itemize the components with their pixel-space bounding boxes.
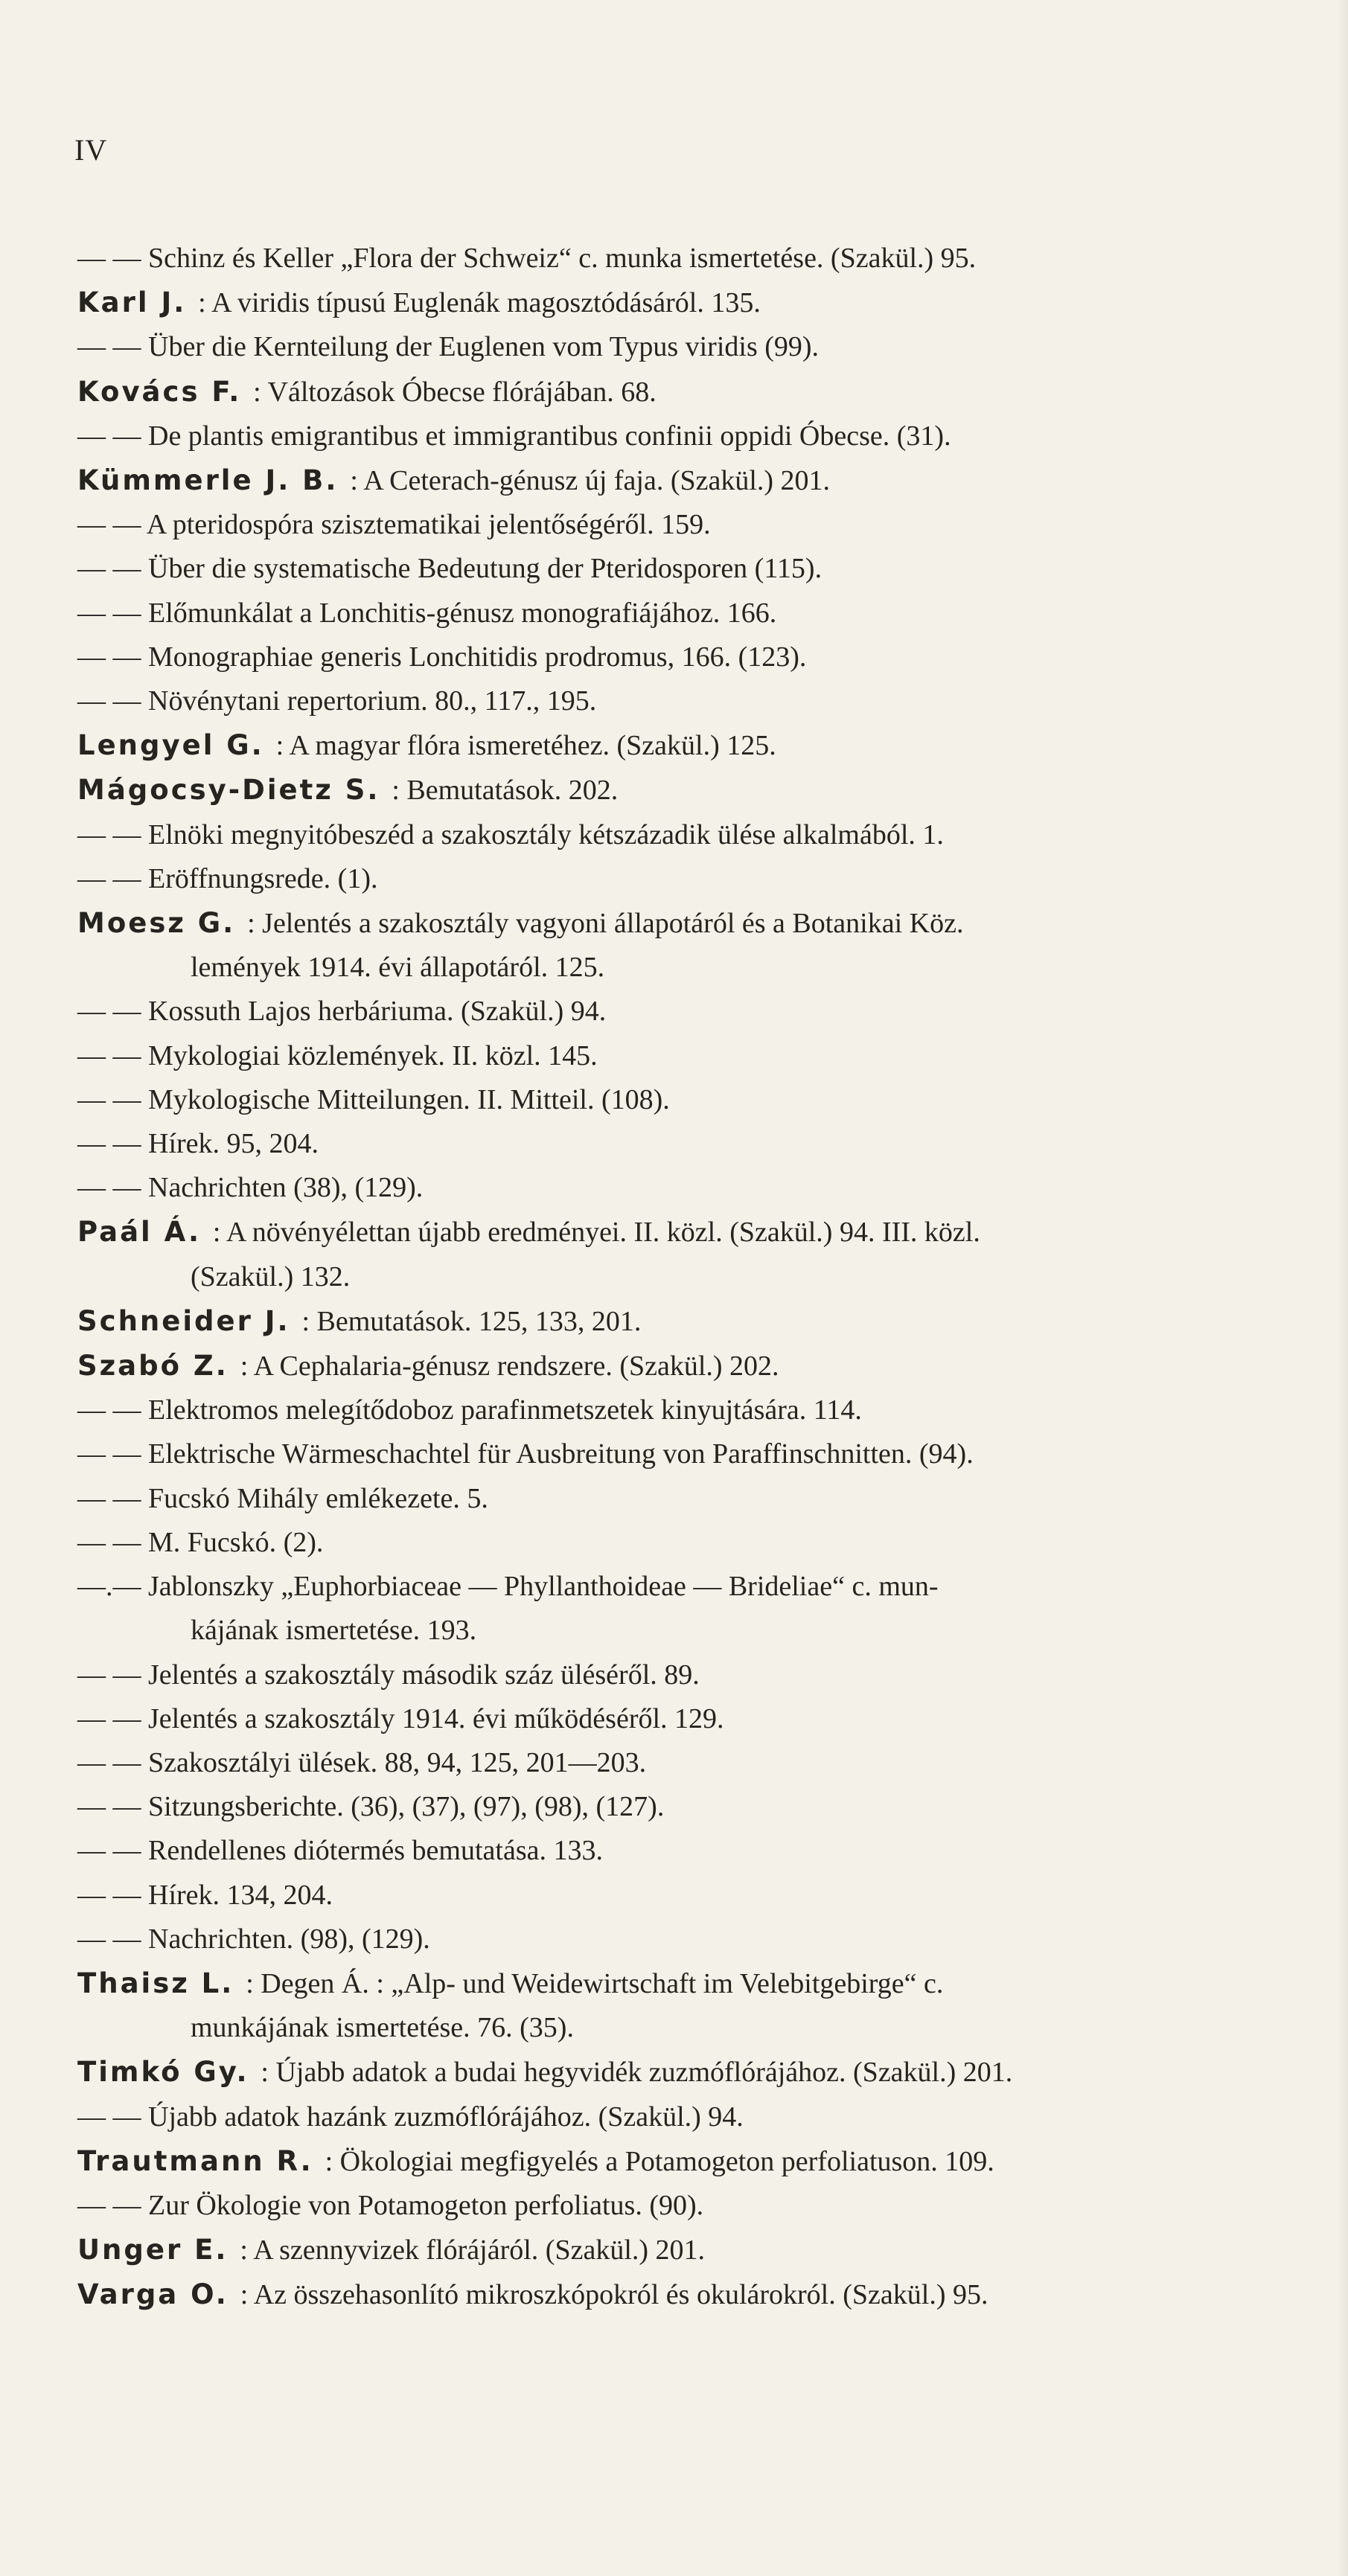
author-name: Lengyel G.: [77, 729, 276, 762]
entry-text: : A szennyvizek flórájáról. (Szakül.) 201.: [240, 2234, 706, 2266]
index-entry: [77, 2095, 1306, 2139]
entry-text: : Jelentés a szakosztály vagyoni állapotáról és a Botanikai Köz.: [247, 908, 964, 940]
author-name: Thaisz L.: [77, 1967, 246, 1999]
entry-text: — — M. Fucskó. (2).: [77, 1526, 324, 1558]
index-entry: [77, 1829, 1306, 1873]
entry-text: — — Nachrichten. (98), (129).: [77, 1923, 430, 1955]
entry-text: : Degen Á. : „Alp- und Weidewirtschaft im Velebitgebirge“ c.: [246, 1967, 944, 1999]
index-entry: [77, 1565, 1306, 1653]
entry-text: : Ökologiai megfigyelés a Potamogeton perfoliatuson. 109.: [325, 2145, 994, 2177]
index-entry: [77, 1653, 1306, 1697]
index-entry: [77, 1388, 1306, 1432]
index-entry: [77, 547, 1306, 591]
index-entry: [77, 813, 1306, 857]
entry-text: — — Újabb adatok hazánk zuzmóflórájához. (Szakül.) 94.: [77, 2101, 744, 2133]
index-entry: [77, 723, 1306, 768]
index-entry: [77, 2050, 1306, 2095]
entry-text: — — Schinz és Keller „Flora der Schweiz“ c. munka ismertetése. (Szakül.) 95.: [77, 243, 977, 274]
entry-text: — — Hírek. 95, 204.: [77, 1128, 319, 1160]
entry-text: — — Szakosztályi ülések. 88, 94, 125, 201—203.: [77, 1746, 647, 1778]
index-entry: [77, 679, 1306, 723]
index-entry: [77, 2184, 1306, 2228]
index-entry: [77, 2139, 1306, 2184]
entry-text: — — Növénytani repertorium. 80., 117., 195.: [77, 685, 597, 717]
index-entry: [77, 1874, 1306, 1917]
index-entry: [77, 1078, 1306, 1122]
author-name: Karl J.: [77, 286, 199, 319]
index-entry: [77, 325, 1306, 369]
index-entry: [77, 1166, 1306, 1210]
index-entry: [77, 1299, 1306, 1344]
entry-text: — — Zur Ökologie von Potamogeton perfoliatus. (90).: [77, 2189, 704, 2221]
author-name: Moesz G.: [77, 907, 248, 940]
entry-text: — — Jelentés a szakosztály 1914. évi működéséről. 129.: [77, 1702, 724, 1734]
entry-text: — — Hírek. 134, 204.: [77, 1879, 333, 1911]
author-name: Unger E.: [77, 2234, 240, 2266]
entry-continuation: munkájának ismertetése. 76. (35).: [191, 2012, 574, 2044]
entry-text: : A Cephalaria-génusz rendszere. (Szakül.) 202.: [240, 1351, 779, 1382]
index-entry: [77, 237, 1306, 281]
entry-text: — — Mykologische Mitteilungen. II. Mitteil. (108).: [77, 1083, 670, 1115]
entry-text: : A viridis típusú Euglenák magosztódásáról. 135.: [198, 287, 761, 319]
entry-text: — — Eröffnungsrede. (1).: [77, 862, 378, 894]
index-entry: [77, 281, 1306, 325]
entry-text: : Bemutatások. 125, 133, 201.: [301, 1305, 642, 1337]
entry-continuation: (Szakül.) 132.: [191, 1260, 351, 1292]
entry-text: — — Előmunkálat a Lonchitis-génusz monografiájához. 166.: [77, 597, 777, 629]
entry-text: — — Monographiae generis Lonchitidis prodromus, 166. (123).: [77, 641, 807, 673]
author-name: Timkó Gy.: [77, 2056, 261, 2089]
entry-text: — — Mykologiai közlemények. II. közl. 145.: [77, 1039, 598, 1071]
entry-text: — — Kossuth Lajos herbáriuma. (Szakül.) 94.: [77, 996, 607, 1028]
entry-text: : Változások Óbecse flórájában. 68.: [253, 376, 657, 408]
author-name: Szabó Z.: [77, 1350, 240, 1382]
author-name: Mágocsy-Dietz S.: [77, 774, 392, 807]
index-entry: [77, 2272, 1306, 2317]
entry-text: — — Elnöki megnyitóbeszéd a szakosztály kétszázadik ülése alkalmából. 1.: [77, 818, 944, 850]
index-entry: [77, 1344, 1306, 1388]
index-entry: [77, 1785, 1306, 1829]
index-entry: [77, 370, 1306, 414]
entry-text: : Bemutatások. 202.: [392, 775, 619, 807]
entry-text: : Újabb adatok a budai hegyvidék zuzmóflórájához. (Szakül.) 201.: [261, 2057, 1013, 2089]
page-number: IV: [74, 133, 108, 167]
author-name: Trautmann R.: [77, 2144, 325, 2177]
entry-text: — — Nachrichten (38), (129).: [77, 1172, 424, 1204]
entry-text: : A növényélettan újabb eredményei. II. közl. (Szakül.) 94. III. közl.: [212, 1217, 980, 1249]
index-entry: [77, 2228, 1306, 2272]
entry-text: — — Über die Kernteilung der Euglenen vom Typus viridis (99).: [77, 331, 820, 363]
index-entry: [77, 1122, 1306, 1166]
entry-continuation: lemények 1914. évi állapotáról. 125.: [191, 952, 605, 984]
index-entry: [77, 592, 1306, 635]
page-edge-shadow: [1338, 0, 1348, 2576]
index-entry: [77, 1477, 1306, 1521]
index-entry: [77, 503, 1306, 547]
author-name: Schneider J.: [77, 1304, 302, 1337]
index-entry: [77, 1917, 1306, 1961]
index-entry: [77, 857, 1306, 901]
entry-text: — — Elektromos melegítődoboz parafinmetszetek kinyujtására. 114.: [77, 1394, 862, 1426]
author-name: Kümmerle J. B.: [77, 464, 351, 497]
entry-text: — — A pteridospóra szisztematikai jelentőségéről. 159.: [77, 509, 711, 541]
entry-text: —.— Jablonszky „Euphorbiaceae — Phyllanthoideae — Brideliae“ c. mun-: [77, 1571, 939, 1603]
index-entry: [77, 990, 1306, 1034]
entry-text: — — Rendellenes diótermés bemutatása. 133.: [77, 1835, 603, 1867]
author-name: Kovács F.: [77, 375, 254, 408]
entry-text: — — De plantis emigrantibus et immigrantibus confinii oppidi Óbecse. (31).: [77, 420, 951, 452]
author-index: [77, 237, 1306, 2318]
entry-continuation: kájának ismertetése. 193.: [191, 1615, 477, 1647]
entry-text: — — Jelentés a szakosztály második száz üléséről. 89.: [77, 1659, 700, 1691]
index-entry: [77, 1741, 1306, 1785]
index-entry: [77, 768, 1306, 813]
index-entry: [77, 1697, 1306, 1741]
index-entry: [77, 1034, 1306, 1078]
entry-text: — — Elektrische Wärmeschachtel für Ausbreitung von Paraffinschnitten. (94).: [77, 1438, 974, 1470]
index-entry: [77, 1961, 1306, 2050]
index-entry: [77, 458, 1306, 503]
author-name: Paál Á.: [77, 1216, 213, 1249]
index-entry: [77, 1210, 1306, 1298]
entry-text: : A Ceterach-génusz új faja. (Szakül.) 201.: [350, 465, 831, 497]
index-entry: [77, 635, 1306, 679]
entry-text: : Az összehasonlító mikroszkópokról és okulárokról. (Szakül.) 95.: [240, 2279, 988, 2311]
index-entry: [77, 1521, 1306, 1565]
entry-text: — — Sitzungsberichte. (36), (37), (97), (98), (127).: [77, 1791, 665, 1823]
index-entry: [77, 1432, 1306, 1476]
index-entry: [77, 901, 1306, 990]
entry-text: : A magyar flóra ismeretéhez. (Szakül.) 125.: [275, 730, 776, 762]
author-name: Varga O.: [77, 2278, 240, 2311]
index-entry: [77, 414, 1306, 458]
entry-text: — — Über die systematische Bedeutung der Pteridosporen (115).: [77, 553, 822, 585]
entry-text: — — Fucskó Mihály emlékezete. 5.: [77, 1482, 488, 1514]
